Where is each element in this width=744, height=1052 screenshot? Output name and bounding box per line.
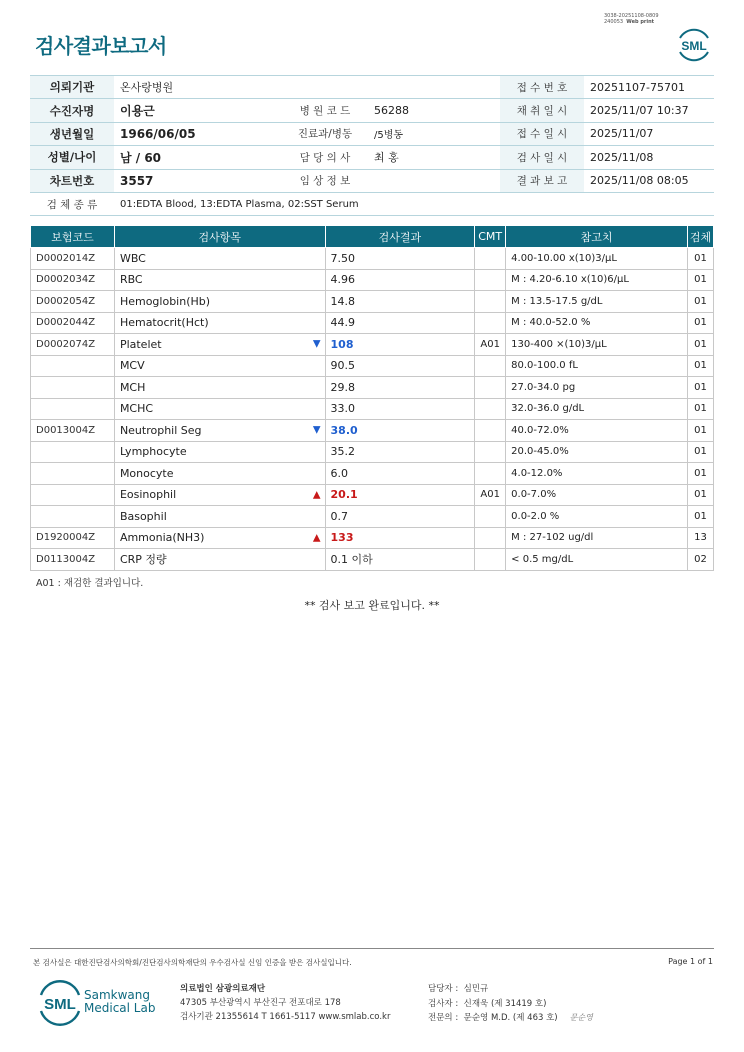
specimen-code: 01 xyxy=(687,484,713,506)
specimen-code: 01 xyxy=(687,398,713,420)
cmt-code xyxy=(475,506,506,528)
test-result-value: 90.5 xyxy=(330,359,356,373)
col-header-result: 검사결과 xyxy=(325,226,475,248)
info-label: 생년월일 xyxy=(30,122,114,145)
test-item xyxy=(114,377,325,399)
info-label: 접 수 번 호 xyxy=(500,76,584,99)
org-address: 47305 부산광역시 부산진구 전포대로 178 xyxy=(180,998,341,1008)
insurance-code xyxy=(31,355,115,377)
test-item-name: Eosinophil xyxy=(119,488,177,502)
cmt-code xyxy=(475,527,506,549)
info-value xyxy=(368,169,500,192)
staff-name: 신재욱 (제 31419 호) xyxy=(463,998,547,1009)
specimen-code: 01 xyxy=(687,377,713,399)
table-row xyxy=(31,441,714,463)
page-title: 검사결과보고서 xyxy=(35,34,167,58)
test-item-name: Monocyte xyxy=(119,466,174,480)
sml-logo-bottom xyxy=(36,980,84,1026)
test-item-name: WBC xyxy=(119,251,146,265)
reference-range: M : 40.0-52.0 % xyxy=(506,312,688,334)
test-item xyxy=(114,506,325,528)
staff-line xyxy=(428,1011,593,1026)
high-flag-icon: ▲ xyxy=(312,532,321,544)
table-row xyxy=(31,312,714,334)
test-result-value: 20.1 xyxy=(330,488,358,502)
sml-logo-bottom-text: SML xyxy=(44,996,76,1013)
specimen-code: 02 xyxy=(687,549,713,571)
report-complete: ** 검사 보고 완료입니다. ** xyxy=(304,599,440,612)
table-row xyxy=(31,334,714,356)
info-row xyxy=(30,122,714,145)
cmt-code xyxy=(475,377,506,399)
col-header-cmt: CMT xyxy=(475,226,506,248)
reference-range: 4.0-12.0% xyxy=(506,463,688,485)
specimen-code: 01 xyxy=(687,269,713,291)
table-row xyxy=(31,269,714,291)
info-row xyxy=(30,192,714,215)
info-label: 수진자명 xyxy=(30,99,114,122)
brand-line1: Samkwang xyxy=(84,988,150,1002)
test-item xyxy=(114,269,325,291)
insurance-code: D0113004Z xyxy=(31,549,115,571)
insurance-code xyxy=(31,484,115,506)
staff-name: 문순영 M.D. (제 463 호) xyxy=(463,1013,558,1023)
test-item xyxy=(114,355,325,377)
reference-range: 130-400 ×(10)3/µL xyxy=(506,334,688,356)
cmt-code xyxy=(475,463,506,485)
cmt-code xyxy=(475,248,506,270)
table-row xyxy=(31,398,714,420)
insurance-code xyxy=(31,463,115,485)
test-result-value: 35.2 xyxy=(330,445,356,459)
table-row xyxy=(31,463,714,485)
org-name: 의료법인 삼광의료재단 xyxy=(180,984,266,994)
info-value: 2025/11/08 08:05 xyxy=(584,169,714,192)
reference-range: 32.0-36.0 g/dL xyxy=(506,398,688,420)
cert-note: 본 검사실은 대한진단검사의학회/진단검사의학재단의 우수검사실 신임 인증을 받은 검사실입니다. xyxy=(33,958,352,967)
specimen-code: 13 xyxy=(687,527,713,549)
report-code-line2-num: 240053 xyxy=(604,19,624,25)
insurance-code xyxy=(31,398,115,420)
test-result-value: 14.8 xyxy=(330,294,356,308)
cmt-code xyxy=(475,420,506,442)
insurance-code: D0002014Z xyxy=(31,248,115,270)
table-row xyxy=(31,248,714,270)
cmt-code xyxy=(475,291,506,313)
test-item-name: Platelet xyxy=(119,337,162,351)
test-item xyxy=(114,463,325,485)
test-item xyxy=(114,398,325,420)
test-item-name: MCV xyxy=(119,359,145,373)
cmt-code xyxy=(475,441,506,463)
test-result-value: 29.8 xyxy=(330,380,356,394)
test-item-name: RBC xyxy=(119,273,143,287)
staff-line xyxy=(428,982,593,997)
patient-info-table xyxy=(30,75,714,216)
insurance-code: D0002054Z xyxy=(31,291,115,313)
insurance-code: D0002074Z xyxy=(31,334,115,356)
low-flag-icon: ▼ xyxy=(312,338,321,350)
table-row xyxy=(31,377,714,399)
info-label: 병 원 코 드 xyxy=(282,99,368,122)
results-header-row xyxy=(31,226,714,248)
test-result xyxy=(325,291,475,313)
test-result xyxy=(325,334,475,356)
test-result xyxy=(325,377,475,399)
info-row xyxy=(30,169,714,192)
specimen-code: 01 xyxy=(687,248,713,270)
test-result xyxy=(325,355,475,377)
info-row xyxy=(30,99,714,122)
results-table xyxy=(30,225,714,571)
test-item-name: Ammonia(NH3) xyxy=(119,531,205,545)
reference-range: 0.0-2.0 % xyxy=(506,506,688,528)
info-label: 의뢰기관 xyxy=(30,76,114,99)
test-result-value: 4.96 xyxy=(330,273,356,287)
info-label: 차트번호 xyxy=(30,169,114,192)
cmt-code xyxy=(475,549,506,571)
cmt-code: A01 xyxy=(475,334,506,356)
reference-range: 40.0-72.0% xyxy=(506,420,688,442)
test-result xyxy=(325,527,475,549)
info-label: 임 상 정 보 xyxy=(282,169,368,192)
info-value: 56288 xyxy=(368,99,500,122)
reference-range: < 0.5 mg/dL xyxy=(506,549,688,571)
insurance-code xyxy=(31,377,115,399)
col-header-code: 보험코드 xyxy=(31,226,115,248)
info-label: 성별/나이 xyxy=(30,146,114,169)
col-header-item: 검사항목 xyxy=(114,226,325,248)
test-result-value: 44.9 xyxy=(330,316,356,330)
insurance-code xyxy=(31,441,115,463)
info-label: 담 당 의 사 xyxy=(282,146,368,169)
test-item-name: Neutrophil Seg xyxy=(119,423,202,437)
specimen-code: 01 xyxy=(687,441,713,463)
insurance-code: D1920004Z xyxy=(31,527,115,549)
test-result xyxy=(325,463,475,485)
test-result xyxy=(325,248,475,270)
test-result xyxy=(325,420,475,442)
specimen-code: 01 xyxy=(687,463,713,485)
test-item xyxy=(114,334,325,356)
cmt-code xyxy=(475,355,506,377)
info-value: 20251107-75701 xyxy=(584,76,714,99)
reference-range: M : 13.5-17.5 g/dL xyxy=(506,291,688,313)
staff-role: 검사자 : xyxy=(428,998,459,1009)
test-item xyxy=(114,527,325,549)
table-row xyxy=(31,506,714,528)
test-result-value: 0.1 이하 xyxy=(330,553,373,567)
cmt-code: A01 xyxy=(475,484,506,506)
org-info xyxy=(180,982,390,1024)
cmt-code xyxy=(475,398,506,420)
col-header-specimen: 검체 xyxy=(687,226,713,248)
test-item xyxy=(114,291,325,313)
test-item xyxy=(114,248,325,270)
test-result xyxy=(325,398,475,420)
insurance-code: D0002034Z xyxy=(31,269,115,291)
info-label: 접 수 일 시 xyxy=(500,122,584,145)
test-result-value: 7.50 xyxy=(330,251,356,265)
table-row xyxy=(31,420,714,442)
specimen-code: 01 xyxy=(687,334,713,356)
info-value: 2025/11/08 xyxy=(584,146,714,169)
reference-range: 27.0-34.0 pg xyxy=(506,377,688,399)
test-result xyxy=(325,312,475,334)
col-header-ref: 참고치 xyxy=(506,226,688,248)
staff-role: 전문의 : xyxy=(428,1013,459,1023)
test-result-value: 6.0 xyxy=(330,466,349,480)
info-value: 온사랑병원 xyxy=(114,76,282,99)
info-value: 최 홍 xyxy=(368,146,500,169)
table-row xyxy=(31,484,714,506)
info-value: /5병동 xyxy=(368,122,500,145)
test-result xyxy=(325,441,475,463)
report-code-line1: 3038-20251108-0809 xyxy=(604,13,659,19)
test-item-name: Basophil xyxy=(119,509,167,523)
results-body xyxy=(31,248,714,571)
test-result-value: 133 xyxy=(330,531,354,545)
specimen-code: 01 xyxy=(687,355,713,377)
test-result-value: 108 xyxy=(330,337,354,351)
staff-name: 심민규 xyxy=(463,984,489,994)
info-label: 진료과/병동 xyxy=(282,122,368,145)
reference-range: 4.00-10.00 x(10)3/µL xyxy=(506,248,688,270)
test-result-value: 0.7 xyxy=(330,509,349,523)
sml-logo-top-text: SML xyxy=(681,39,707,53)
report-code xyxy=(604,13,659,25)
reference-range: M : 4.20-6.10 x(10)6/µL xyxy=(506,269,688,291)
org-contact: 검사기관 21355614 T 1661-5117 www.smlab.co.kr xyxy=(180,1012,391,1022)
cmt-code xyxy=(475,312,506,334)
test-item xyxy=(114,441,325,463)
brand-line2: Medical Lab xyxy=(84,1001,156,1015)
info-value: 2025/11/07 10:37 xyxy=(584,99,714,122)
high-flag-icon: ▲ xyxy=(312,489,321,501)
test-result xyxy=(325,549,475,571)
test-result-value: 38.0 xyxy=(330,423,358,437)
staff-line xyxy=(428,997,593,1012)
staff-role: 담당자 : xyxy=(428,984,459,994)
test-item-name: Lymphocyte xyxy=(119,445,187,459)
info-label: 결 과 보 고 xyxy=(500,169,584,192)
insurance-code: D0013004Z xyxy=(31,420,115,442)
reference-range: 20.0-45.0% xyxy=(506,441,688,463)
specimen-code: 01 xyxy=(687,420,713,442)
insurance-code xyxy=(31,506,115,528)
web-print-label: Web print xyxy=(626,19,655,25)
test-item-name: CRP 정량 xyxy=(119,553,167,567)
info-value: 이용근 xyxy=(114,99,282,122)
info-row xyxy=(30,76,714,99)
info-value: 2025/11/07 xyxy=(584,122,714,145)
page-number: Page 1 of 1 xyxy=(668,957,713,966)
info-value: 3557 xyxy=(114,169,282,192)
test-item-name: Hemoglobin(Hb) xyxy=(119,294,211,308)
specimen-label: 검 체 종 류 xyxy=(30,192,114,215)
info-label: 검 사 일 시 xyxy=(500,146,584,169)
specimen-code: 01 xyxy=(687,312,713,334)
test-result-value: 33.0 xyxy=(330,402,356,416)
specimen-code: 01 xyxy=(687,506,713,528)
sml-logo-top xyxy=(674,26,714,62)
test-item xyxy=(114,549,325,571)
test-result xyxy=(325,269,475,291)
specimen-code: 01 xyxy=(687,291,713,313)
brand-name xyxy=(84,989,155,1015)
info-value: 남 / 60 xyxy=(114,146,282,169)
test-item-name: MCH xyxy=(119,380,146,394)
specimen-value: 01:EDTA Blood, 13:EDTA Plasma, 02:SST Serum xyxy=(114,192,714,215)
low-flag-icon: ▼ xyxy=(312,424,321,436)
table-row xyxy=(31,527,714,549)
test-result xyxy=(325,484,475,506)
table-row xyxy=(31,549,714,571)
comment-note: A01 : 재검한 결과입니다. xyxy=(36,578,144,589)
info-label: 채 취 일 시 xyxy=(500,99,584,122)
cmt-code xyxy=(475,269,506,291)
test-item xyxy=(114,420,325,442)
table-row xyxy=(31,291,714,313)
reference-range: M : 27-102 ug/dl xyxy=(506,527,688,549)
test-item xyxy=(114,312,325,334)
test-item-name: MCHC xyxy=(119,402,154,416)
insurance-code: D0002044Z xyxy=(31,312,115,334)
reference-range: 80.0-100.0 fL xyxy=(506,355,688,377)
reference-range: 0.0-7.0% xyxy=(506,484,688,506)
info-row xyxy=(30,146,714,169)
test-item xyxy=(114,484,325,506)
test-item-name: Hematocrit(Hct) xyxy=(119,316,209,330)
signature: 문순영 xyxy=(569,1013,593,1022)
info-value: 1966/06/05 xyxy=(114,122,282,145)
test-result xyxy=(325,506,475,528)
table-row xyxy=(31,355,714,377)
footer-divider xyxy=(30,948,714,949)
staff-info xyxy=(428,982,593,1026)
